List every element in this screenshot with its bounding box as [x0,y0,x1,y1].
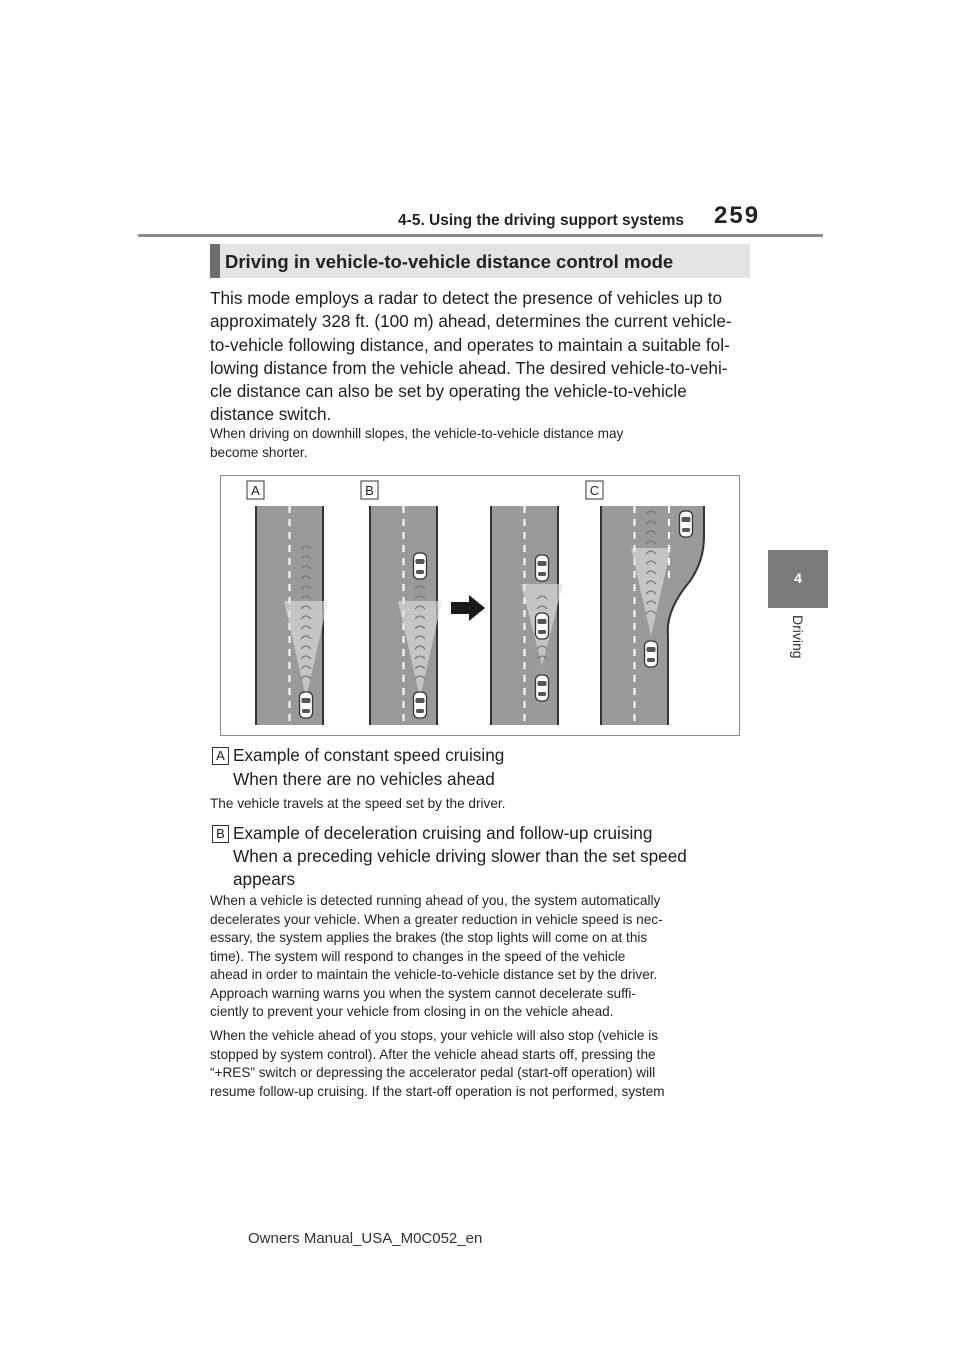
intro-line: approximately 328 ft. (100 m) ahead, determines the current vehicle- [210,311,732,332]
intro-line: lowing distance from the vehicle ahead. The desired vehicle-to-vehi- [210,357,728,378]
cruise-control-illustration [220,475,740,736]
road-b [369,506,442,725]
note-line: Approach warning warns you when the system cannot decelerate suffi- [210,985,636,1001]
caption-a-note: The vehicle travels at the speed set by the driver. [210,796,506,811]
caption-b-subtitle: When a preceding vehicle driving slower than the set speed [233,846,687,866]
note-line: When the vehicle ahead of you stops, your vehicle will also stop (vehicle is [210,1028,659,1043]
note-line: When driving on downhill slopes, the vehicle-to-vehicle distance may [210,426,624,441]
intro-line: This mode employs a radar to detect the presence of vehicles up to [210,288,723,308]
label-c [586,481,603,499]
intro-line: to-vehicle following distance, and operates to maintain a suitable fol- [210,334,730,355]
vehicle-changing-lane [680,511,693,537]
note-line: essary, the system applies the brakes (the stop lights will come on at this [210,930,648,945]
note-line: ciently to prevent your vehicle from closing in on the vehicle ahead. [210,1004,614,1019]
intro-line: distance switch. [210,404,332,425]
road-diagram [221,476,739,735]
page-number: 259 [714,202,761,229]
caption-b-note-1 [210,892,755,1022]
note-line: decelerates your vehicle. When a greater reduction in vehicle speed is nec- [210,911,663,927]
caption-b-subtitle-cont: appears [233,869,296,889]
note-line: resume follow-up cruising. If the start-off operation is not performed, system [210,1083,665,1099]
label-b-text: B [365,483,374,498]
chapter-label-container [770,615,830,695]
intro-paragraph [210,287,755,427]
footer-manual-id: Owners Manual_USA_M0C052_en [248,1230,483,1247]
note-line: When a vehicle is detected running ahead of you, the system automatically [210,893,661,908]
road-a [255,506,328,725]
transition-arrow [451,595,485,621]
note-line: ahead in order to maintain the vehicle-to-vehicle distance set by the driver. [210,967,658,982]
preceding-vehicle [414,553,427,579]
caption-a-subtitle: When there are no vehicles ahead [233,769,495,789]
note-line: stopped by system control). After the vehicle ahead starts off, pressing the [210,1046,656,1062]
intro-line: cle distance can also be set by operating the vehicle-to-vehicle [210,381,687,402]
chapter-label: Driving [790,615,806,659]
header-divider [138,234,823,237]
road-b-followup [490,506,563,725]
label-a [247,481,264,499]
section-heading: Driving in vehicle-to-vehicle distance control mode [225,251,674,272]
label-b [361,481,378,499]
own-vehicle [536,613,549,639]
caption-a-marker: A [212,747,229,765]
note-line: become shorter. [210,444,308,460]
note-line: “+RES” switch or depressing the accelerator pedal (start-off operation) will [210,1065,656,1080]
note-line: time). The system will respond to changes in the speed of the vehicle [210,948,626,964]
caption-a-title: Example of constant speed cruising [233,745,505,765]
road-c [600,506,705,725]
section-title: 4-5. Using the driving support systems [398,212,684,229]
own-vehicle [414,692,427,718]
preceding-vehicle [536,555,549,581]
label-a-text: A [251,483,260,498]
chapter-number: 4 [794,570,802,586]
caption-b-title: Example of deceleration cruising and follow-up cruising [233,823,653,843]
label-c-text: C [589,483,600,498]
following-vehicle [536,675,549,701]
caption-b-note-2 [210,1027,755,1101]
caption-b-marker: B [212,825,229,843]
own-vehicle [645,641,658,667]
own-vehicle [300,692,313,718]
downhill-note [210,425,755,462]
